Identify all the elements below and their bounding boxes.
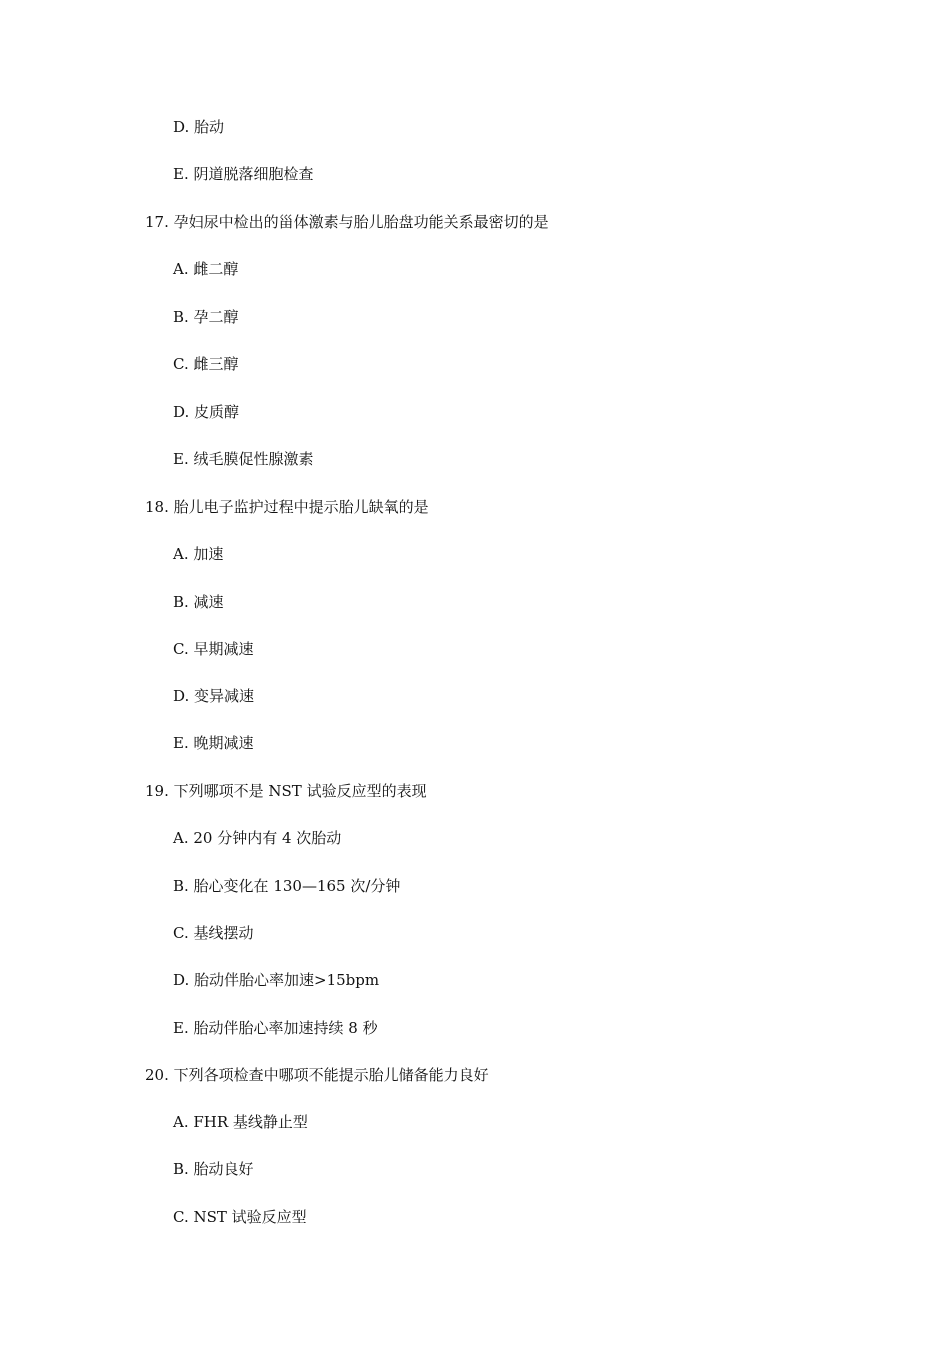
option-19-e: E. 胎动伴胎心率加速持续 8 秒 [173, 1019, 378, 1037]
option-19-b: B. 胎心变化在 130—165 次/分钟 [173, 877, 401, 895]
option-18-b: B. 减速 [173, 593, 224, 611]
question-18: 18. 胎儿电子监护过程中提示胎儿缺氧的是 [145, 498, 429, 516]
option-17-a: A. 雌二醇 [173, 260, 239, 278]
option-17-c: C. 雌三醇 [173, 355, 239, 373]
option-18-d: D. 变异减速 [173, 687, 255, 705]
question-17: 17. 孕妇尿中检出的甾体激素与胎儿胎盘功能关系最密切的是 [145, 213, 549, 231]
option-17-b: B. 孕二醇 [173, 308, 239, 326]
question-20: 20. 下列各项检查中哪项不能提示胎儿储备能力良好 [145, 1066, 489, 1084]
option-18-a: A. 加速 [173, 545, 224, 563]
option-19-c: C. 基线摆动 [173, 924, 254, 942]
option-18-e: E. 晚期减速 [173, 734, 254, 752]
option-18-c: C. 早期减速 [173, 640, 254, 658]
question-19: 19. 下列哪项不是 NST 试验反应型的表现 [145, 782, 427, 800]
option-16-d: D. 胎动 [173, 118, 225, 136]
option-20-a: A. FHR 基线静止型 [173, 1113, 308, 1131]
option-16-e: E. 阴道脱落细胞检查 [173, 165, 314, 183]
option-19-d: D. 胎动伴胎心率加速>15bpm [173, 971, 380, 989]
option-19-a: A. 20 分钟内有 4 次胎动 [173, 829, 342, 847]
option-17-d: D. 皮质醇 [173, 403, 240, 421]
option-20-c: C. NST 试验反应型 [173, 1208, 307, 1226]
option-17-e: E. 绒毛膜促性腺激素 [173, 450, 314, 468]
option-20-b: B. 胎动良好 [173, 1160, 254, 1178]
